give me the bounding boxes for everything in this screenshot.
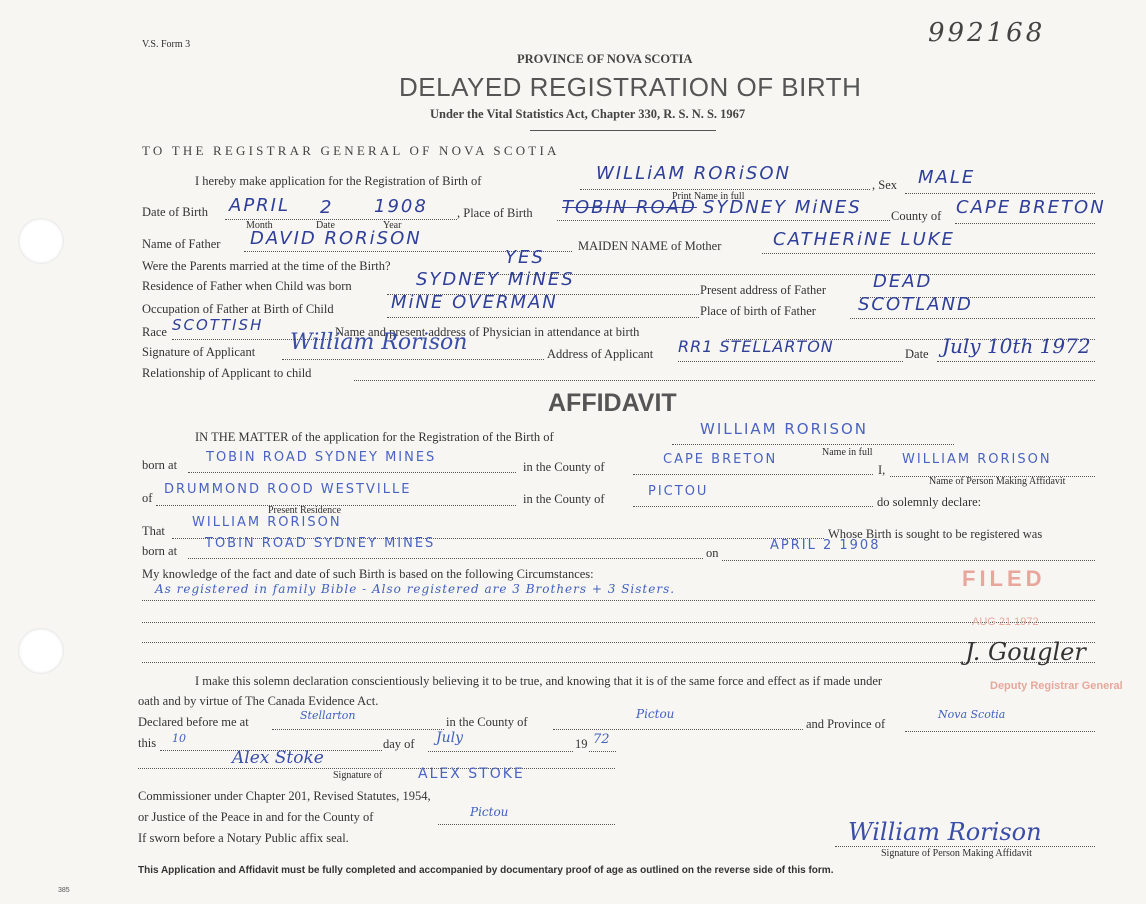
- county-value-3: Pictou: [636, 707, 675, 721]
- label-physician: Name and present address of Physician in attendance at birth: [335, 325, 640, 339]
- field-line: [553, 729, 803, 730]
- label-maiden: MAIDEN NAME of Mother: [578, 239, 722, 253]
- field-line: [387, 317, 699, 318]
- label-print-name: Print Name in full: [672, 191, 745, 202]
- field-line: [188, 472, 516, 473]
- dob-month: APRIL: [229, 195, 291, 216]
- present-addr-value: DEAD: [873, 271, 933, 292]
- label-father-birth: Place of birth of Father: [700, 304, 816, 318]
- field-line: [762, 253, 1095, 254]
- field-line: [678, 361, 903, 362]
- county-value-2: PICTOU: [648, 484, 709, 499]
- label-name-in-full: Name in full: [822, 447, 873, 458]
- label-province: and Province of: [806, 717, 886, 731]
- punch-hole: [18, 628, 64, 674]
- label-date: Date: [316, 220, 335, 231]
- deputy-registrar-stamp: Deputy Registrar General: [990, 680, 1123, 692]
- filed-stamp-date: AUG 21 1972: [972, 616, 1039, 628]
- year-prefix: 19: [575, 737, 588, 751]
- year-suffix: 72: [593, 732, 610, 747]
- field-line: [850, 318, 1095, 319]
- label-relationship: Relationship of Applicant to child: [142, 366, 312, 380]
- label-year: Year: [383, 220, 402, 231]
- field-line: [188, 558, 703, 559]
- field-line: [142, 662, 1095, 663]
- declaration-text-1: I make this solemn declaration conscientiously believing it to be true, and knowing that it is of the same force and effect as if made under: [195, 674, 883, 688]
- mother-name: CATHERiNE LUKE: [773, 229, 955, 250]
- born-at-value-2: TOBIN ROAD SYDNEY MINES: [205, 536, 436, 551]
- married-value: YES: [505, 247, 545, 268]
- label-day-of: day of: [383, 737, 415, 751]
- field-line: [589, 751, 616, 752]
- circumstances-value: As registered in family Bible - Also registered are 3 Brothers + 3 Sisters.: [155, 582, 676, 596]
- label-in-county-2: in the County of: [523, 492, 605, 506]
- label-occupation: Occupation of Father at Birth of Child: [142, 302, 334, 316]
- place-of-birth: SYDNEY MiNES: [703, 197, 862, 218]
- justice-county-value: Pictou: [470, 805, 509, 819]
- addressee-line: TO THE REGISTRAR GENERAL OF NOVA SCOTIA: [142, 143, 560, 158]
- child-name: WILLiAM RORiSON: [596, 163, 791, 184]
- footer-note: This Application and Affidavit must be fully completed and accompanied by documentary proof of age as outlined on the reverse side of this form.: [138, 865, 834, 876]
- province-value: Nova Scotia: [938, 708, 1006, 721]
- field-line: [905, 731, 1095, 732]
- residence-value: DRUMMOND ROOD WESTVILLE: [164, 482, 412, 497]
- affidavit-title: AFFIDAVIT: [548, 389, 677, 417]
- label-name-affiant: Name of Person Making Affidavit: [929, 476, 1066, 487]
- father-birth-value: SCOTLAND: [858, 294, 973, 315]
- form-subtitle: Under the Vital Statistics Act, Chapter 330, R. S. N. S. 1967: [430, 107, 746, 121]
- field-line: [955, 223, 1095, 224]
- label-signature-applicant: Signature of Applicant: [142, 345, 256, 359]
- county-value-1: CAPE BRETON: [663, 452, 778, 467]
- declared-at-value: Stellarton: [300, 709, 356, 722]
- label-born-at-2: born at: [142, 544, 178, 558]
- label-declare: do solemnly declare:: [877, 495, 982, 509]
- field-line: [672, 444, 954, 445]
- label-father: Name of Father: [142, 237, 221, 251]
- filed-stamp: FILED: [962, 566, 1046, 591]
- declaration-text-2: oath and by virtue of The Canada Evidence Act.: [138, 694, 379, 708]
- field-line: [905, 193, 1095, 194]
- label-dob: Date of Birth: [142, 205, 208, 219]
- punch-hole: [18, 218, 64, 264]
- label-sex: , Sex: [872, 178, 897, 192]
- application-date: July 10th 1972: [942, 334, 1091, 358]
- form-code: 385: [58, 887, 70, 894]
- affiant-name: WILLIAM RORISON: [902, 452, 1052, 467]
- form-number: V.S. Form 3: [142, 39, 191, 50]
- occupation-value: MiNE OVERMAN: [391, 292, 558, 313]
- title-rule: [530, 130, 716, 131]
- label-in-county: in the County of: [523, 460, 605, 474]
- label-signature-affiant: Signature of Person Making Affidavit: [881, 848, 1032, 859]
- affiant-signature: William Rorison: [848, 818, 1042, 846]
- county-value: CAPE BRETON: [956, 197, 1106, 218]
- applicant-address: RR1 STELLARTON: [678, 337, 834, 356]
- label-that: That: [142, 524, 165, 538]
- label-on: on: [706, 546, 719, 560]
- field-line: [272, 729, 444, 730]
- that-name: WILLIAM RORISON: [192, 515, 342, 530]
- label-place: , Place of Birth: [457, 206, 533, 220]
- province-heading: PROVINCE OF NOVA SCOTIA: [517, 52, 693, 66]
- label-this: this: [138, 736, 157, 750]
- residence-value: SYDNEY MiNES: [416, 269, 575, 290]
- registrar-signature: J. Gougler: [965, 638, 1086, 666]
- race-value: SCOTTISH: [172, 316, 264, 334]
- commissioner-signature-line: [138, 768, 615, 769]
- born-at-value: TOBIN ROAD SYDNEY MINES: [206, 450, 437, 465]
- dob-year: 1908: [374, 196, 428, 217]
- field-line: [557, 220, 890, 221]
- place-struck: TOBIN ROAD: [562, 197, 697, 218]
- label-of: of: [142, 491, 153, 505]
- label-race: Race: [142, 325, 167, 339]
- commissioner-signature: Alex Stoke: [232, 748, 324, 768]
- field-line: [354, 380, 1095, 381]
- label-notary: If sworn before a Notary Public affix seal.: [138, 831, 349, 845]
- label-commissioner: Commissioner under Chapter 201, Revised Statutes, 1954,: [138, 789, 431, 803]
- label-knowledge: My knowledge of the fact and date of such Birth is based on the following Circumstances:: [142, 567, 594, 581]
- field-line: [438, 824, 615, 825]
- field-line: [580, 189, 870, 190]
- sex-value: MALE: [918, 167, 976, 188]
- field-line: [142, 600, 1095, 601]
- month-value: July: [436, 730, 464, 746]
- field-line: [142, 642, 1095, 643]
- field-line: [722, 560, 1095, 561]
- day-value: 10: [172, 732, 186, 745]
- label-residence: Residence of Father when Child was born: [142, 279, 352, 293]
- form-title: DELAYED REGISTRATION OF BIRTH: [399, 72, 862, 102]
- label-justice: or Justice of the Peace in and for the County of: [138, 810, 374, 824]
- field-line: [428, 751, 573, 752]
- label-month: Month: [246, 220, 273, 231]
- label-signature-of: Signature of: [333, 770, 383, 781]
- field-line: [282, 359, 544, 360]
- field-line: [633, 474, 873, 475]
- label-born-at: born at: [142, 458, 178, 472]
- birth-date-value: APRIL 2 1908: [770, 538, 881, 553]
- applicant-signature: William Rorison: [290, 330, 468, 355]
- field-line: [142, 622, 1095, 623]
- label-present-addr: Present address of Father: [700, 283, 827, 297]
- label-declared-before: Declared before me at: [138, 715, 249, 729]
- label-matter: IN THE MATTER of the application for the Registration of the Birth of: [195, 430, 554, 444]
- label-whose-birth: Whose Birth is sought to be registered was: [828, 527, 1043, 541]
- label-address-applicant: Address of Applicant: [547, 347, 654, 361]
- father-name: DAVID RORiSON: [250, 228, 422, 249]
- matter-name: WILLIAM RORISON: [700, 420, 868, 438]
- label-apply: I hereby make application for the Registration of Birth of: [195, 174, 482, 188]
- affiant-signature-line: [835, 846, 1095, 847]
- commissioner-name: ALEX STOKE: [418, 766, 525, 782]
- field-line: [633, 506, 873, 507]
- label-date-applicant: Date: [905, 347, 929, 361]
- label-present-residence: Present Residence: [268, 505, 342, 516]
- label-i: I,: [878, 463, 886, 477]
- file-number: 992168: [928, 18, 1046, 48]
- label-married: Were the Parents married at the time of the Birth?: [142, 259, 391, 273]
- field-line: [937, 361, 1095, 362]
- label-in-county-3: in the County of: [446, 715, 528, 729]
- dob-date: 2: [320, 197, 334, 218]
- label-county: County of: [891, 209, 942, 223]
